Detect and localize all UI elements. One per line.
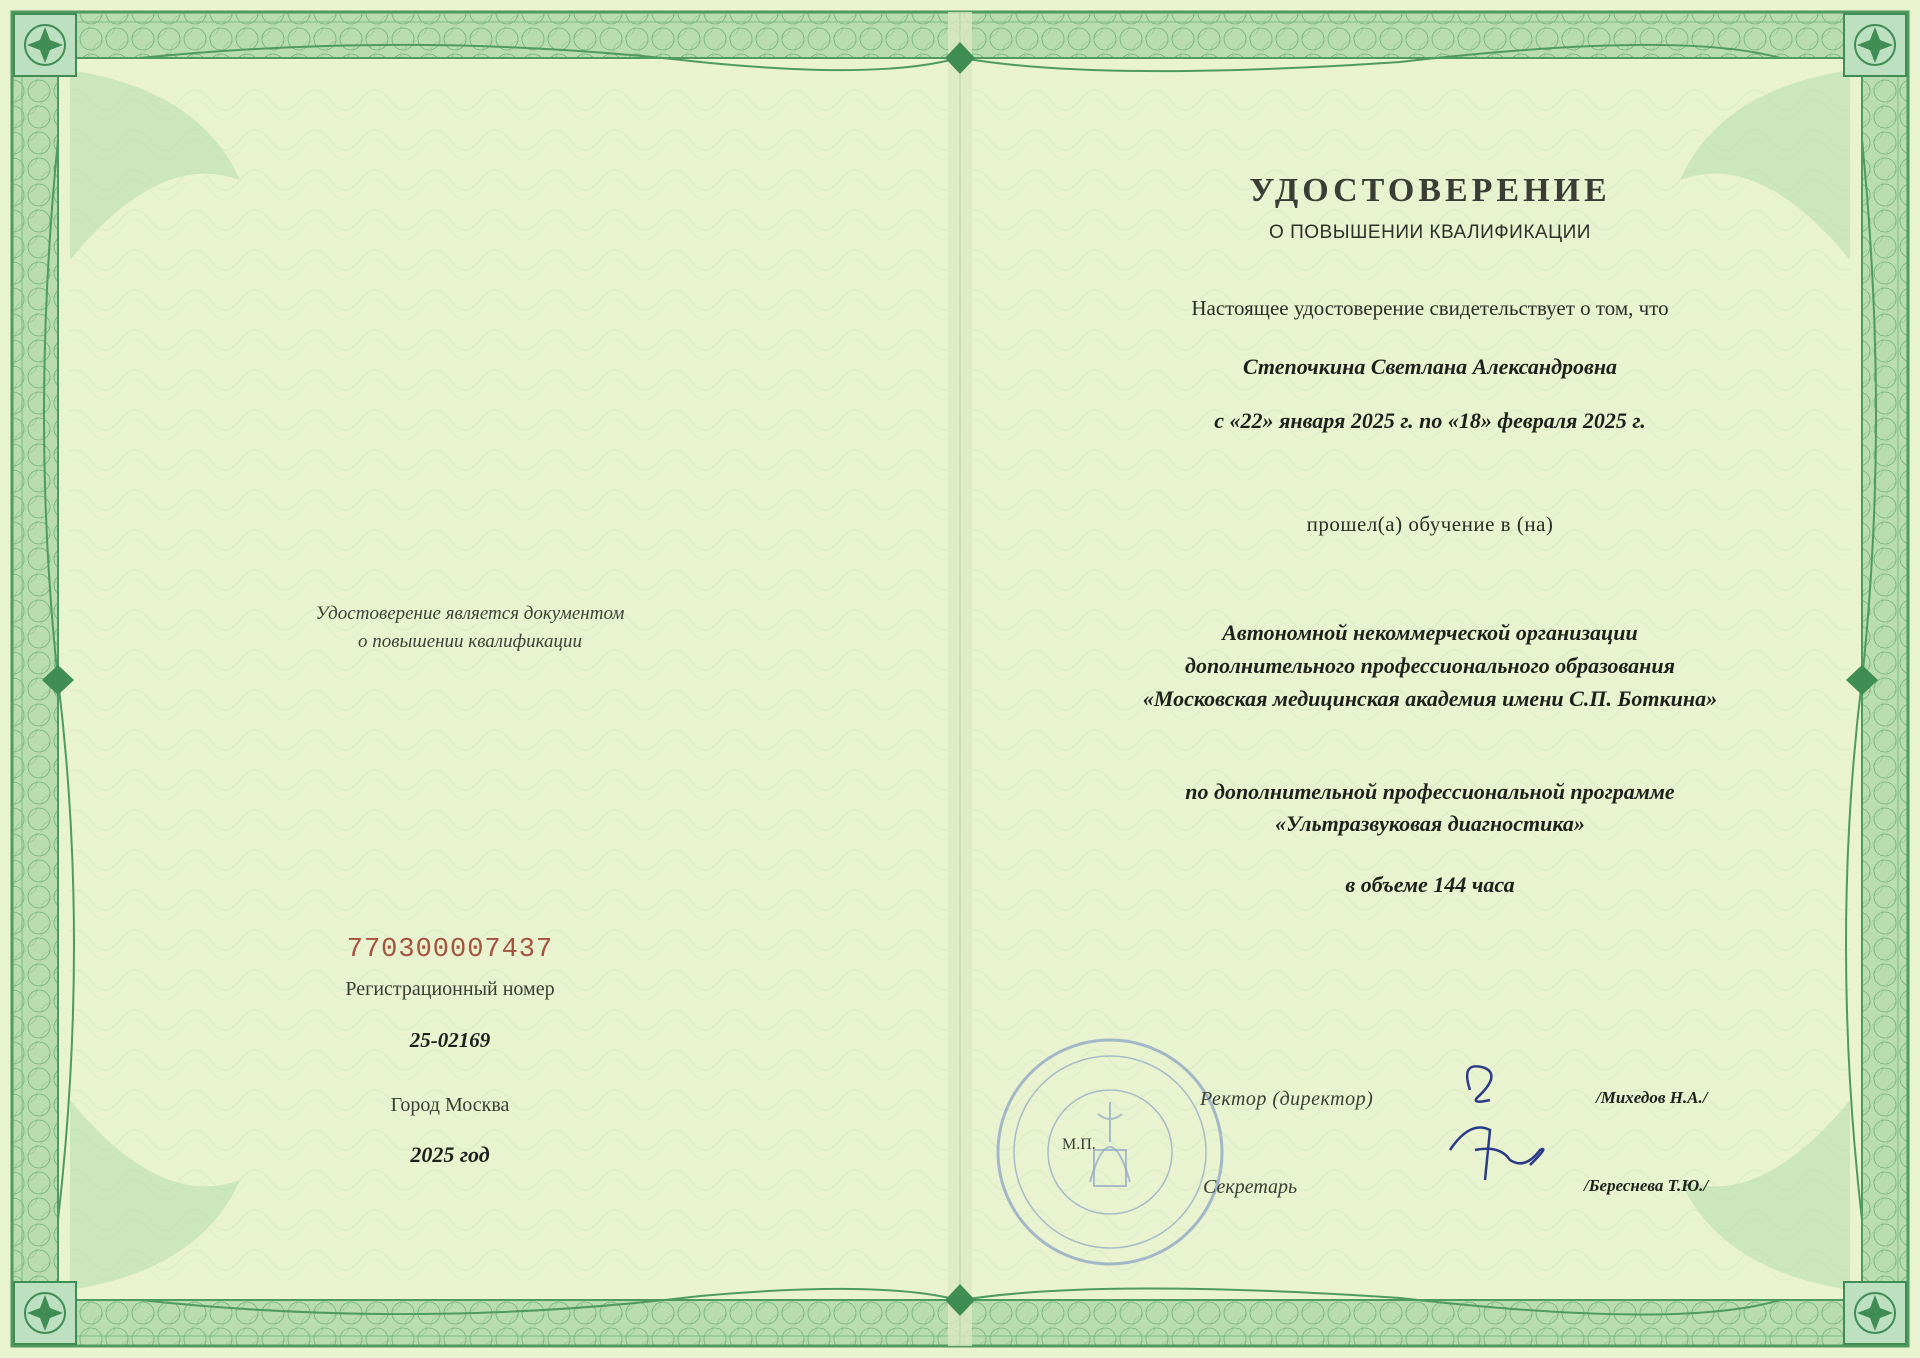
- secretary-name: /Береснева Т.Ю./: [1584, 1176, 1709, 1195]
- city: Город Москва: [390, 1094, 510, 1116]
- registration-number: 25-02169: [409, 1028, 491, 1052]
- signature-icon: [1430, 1050, 1560, 1210]
- organization-name: Автономной некоммерческой организации дополнительного профессионального образования «Московская медицинская академия имени С.П. Боткина»: [1142, 620, 1718, 711]
- issue-year: 2025 год: [410, 1142, 490, 1167]
- program-name: по дополнительной профессиональной программе «Ультразвуковая диагностика»: [1185, 779, 1675, 836]
- passed-text: прошел(а) обучение в (на): [1306, 512, 1554, 536]
- intro-text: Настоящее удостоверение свидетельствует о том, что: [1191, 296, 1669, 320]
- rector-label: Ректор (директор): [1200, 1088, 1374, 1110]
- corner-rosette-icon: [1844, 1282, 1906, 1344]
- holder-name: Степочкина Светлана Александровна: [1242, 354, 1618, 379]
- corner-rosette-icon: [14, 1282, 76, 1344]
- corner-rosette-icon: [14, 14, 76, 76]
- corner-rosette-icon: [1844, 14, 1906, 76]
- document-description: Удостоверение является документом о повышении квалификации: [315, 603, 625, 652]
- program-hours: в объеме 144 часа: [1345, 872, 1515, 897]
- registration-label: Регистрационный номер: [345, 978, 555, 1000]
- certificate-subtitle: О ПОВЫШЕНИИ КВАЛИФИКАЦИИ: [1269, 222, 1591, 243]
- stamp-label: М.П.: [1062, 1136, 1096, 1153]
- official-seal-icon: [990, 1032, 1250, 1272]
- rector-name: /Михедов Н.А./: [1596, 1088, 1708, 1107]
- training-dates: с «22» января 2025 г. по «18» февраля 2025 г.: [1214, 408, 1646, 433]
- secretary-label: Секретарь: [1203, 1176, 1298, 1198]
- serial-number: 770300007437: [346, 935, 554, 965]
- certificate-title: УДОСТОВЕРЕНИЕ: [1249, 172, 1611, 209]
